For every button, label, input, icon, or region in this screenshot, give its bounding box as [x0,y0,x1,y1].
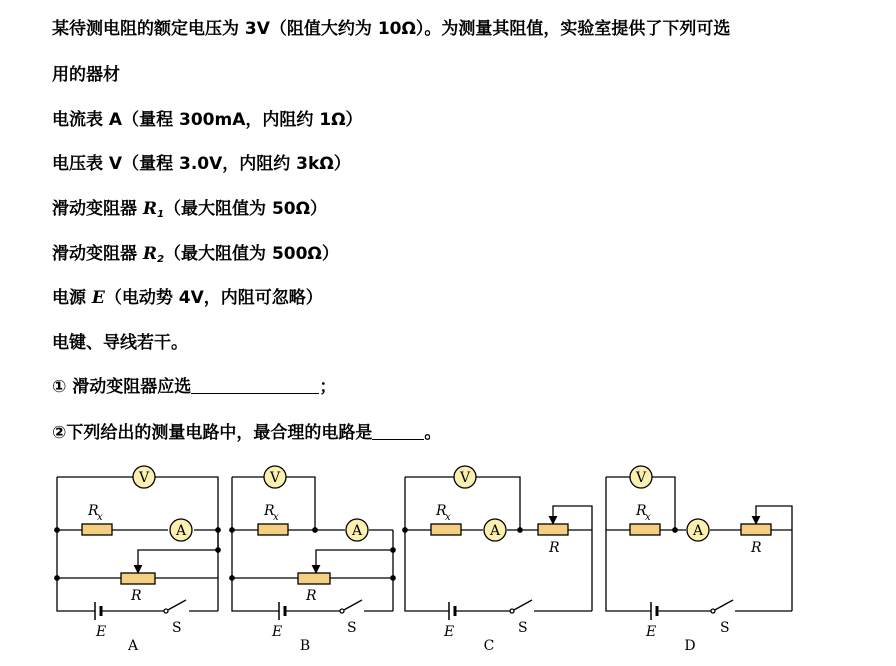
ammeter-spec: 电流表 A（量程 300mA，内阻约 1Ω） [52,110,363,130]
option-label-b: B [299,638,311,654]
rheostat-label-d: R [751,540,762,556]
voltmeter-symbol-d: V [635,470,647,486]
rx-label-b: R [264,503,275,519]
circuit-a [55,466,220,654]
power-source-spec: 电源 E（电动势 4V，内阻可忽略） [52,288,323,308]
intro-line-2: 用的器材 [52,65,120,85]
rx-sub-a: x [97,512,103,523]
rheostat-1-spec: 滑动变阻器 $R_1$（最大阻值为 50Ω） [52,199,328,220]
circuit-c [403,466,592,654]
ammeter-symbol-c: A [489,523,501,539]
circuit-b [230,466,395,654]
rx-sub-d: x [645,512,651,523]
ammeter-symbol-b: A [351,523,363,539]
switch-label-c: S [518,620,528,636]
battery-label-c: E [444,624,455,640]
voltmeter-spec: 电压表 V（量程 3.0V，内阻约 3kΩ） [52,154,351,174]
rheostat-label-b: R [306,588,317,604]
switch-label-b: S [347,620,357,636]
ammeter-symbol-a: A [175,523,187,539]
battery-label-a: E [96,624,107,640]
option-label-d: D [684,638,696,654]
intro-line-1: 某待测电阻的额定电压为 3V（阻值大约为 10Ω）。为测量其阻值，实验室提供了下列可选 [52,19,731,39]
rx-sub-c: x [445,512,451,523]
question-2: ②下列给出的测量电路中，最合理的电路是 。 [52,423,442,443]
option-label-c: C [483,638,495,654]
rx-label-c: R [436,503,447,519]
rheostat-label-a: R [131,588,142,604]
rx-label-d: R [636,503,647,519]
rheostat-label-c: R [549,540,560,556]
battery-label-b: E [272,624,283,640]
rx-sub-b: x [273,512,279,523]
switch-wires-text: 电键、导线若干。 [52,333,188,353]
rheostat-2-spec: 滑动变阻器 $R_2$（最大阻值为 500Ω） [52,244,339,265]
voltmeter-symbol-b: V [269,470,281,486]
ammeter-symbol-d: A [692,523,704,539]
switch-label-d: S [720,620,730,636]
voltmeter-symbol-c: V [459,470,471,486]
voltmeter-symbol-a: V [138,470,150,486]
circuit-d [606,466,792,654]
switch-label-a: S [172,620,182,636]
rx-label-a: R [88,503,99,519]
option-label-a: A [127,638,139,654]
battery-label-d: E [646,624,657,640]
question-1: ① 滑动变阻器应选 ； [52,377,337,397]
